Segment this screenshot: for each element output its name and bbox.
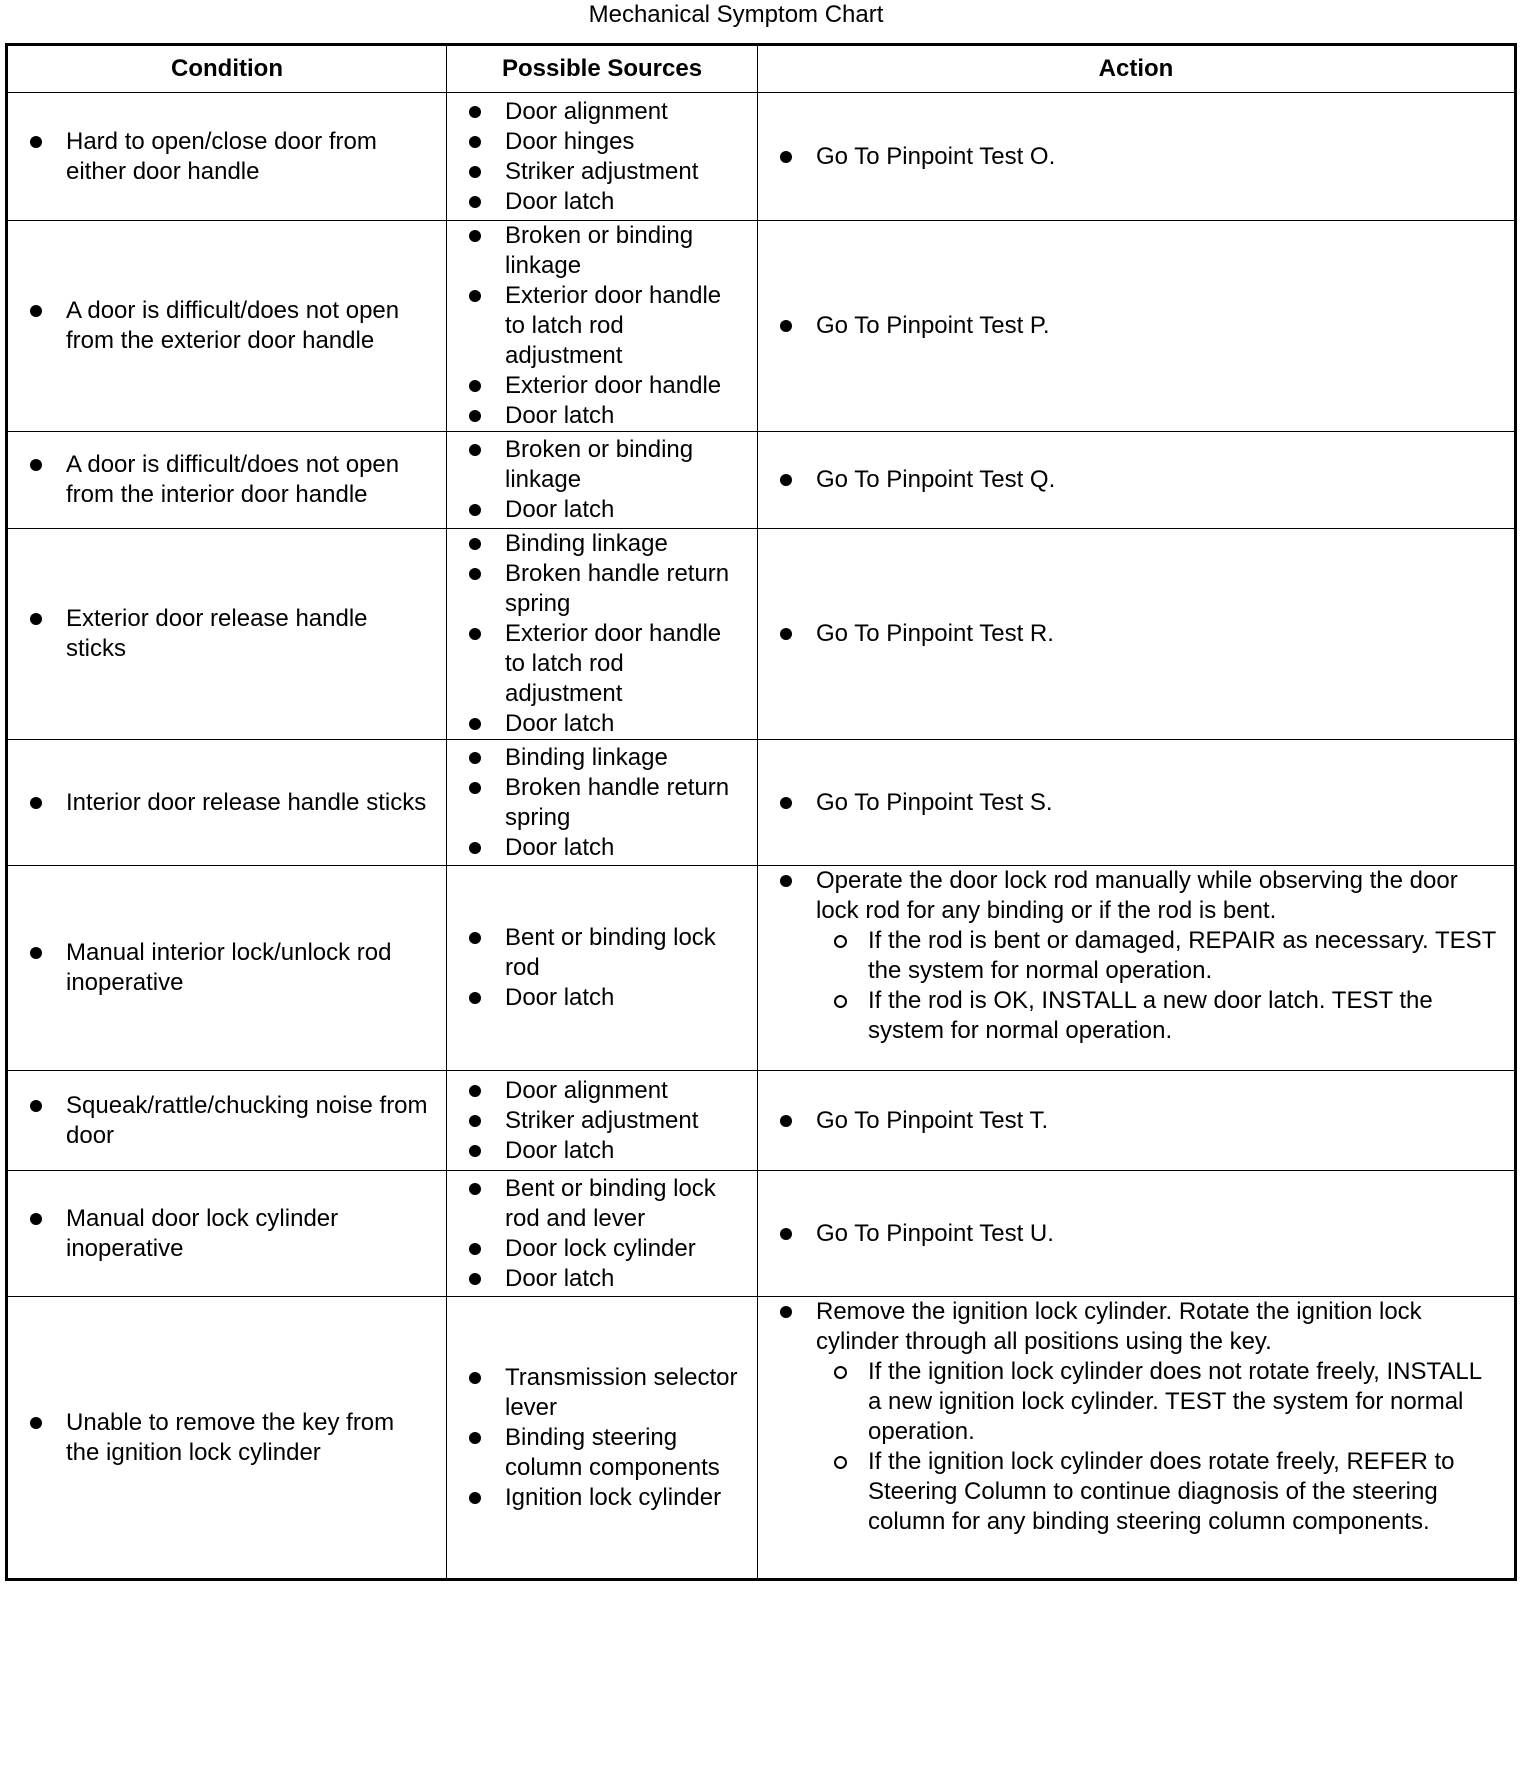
action-text: Remove the ignition lock cylinder. Rotate the ignition lock cylinder through all positions using the key. — [816, 1298, 1422, 1355]
source-item: Striker adjustment — [505, 1106, 743, 1136]
condition-text: A door is difficult/does not open from the interior door handle — [66, 450, 430, 510]
condition-text: Interior door release handle sticks — [66, 788, 430, 818]
source-item: Door latch — [505, 1264, 743, 1294]
source-item: Broken or binding linkage — [505, 221, 743, 281]
action-cell — [758, 93, 1516, 221]
sub-action-item: If the ignition lock cylinder does rotate freely, REFER to Steering Column to continue diagnosis of the steering column for any binding steering column components. — [868, 1447, 1496, 1537]
condition-cell — [7, 866, 447, 1071]
page-title: Mechanical Symptom Chart — [588, 1, 884, 28]
action-item — [816, 1297, 1496, 1537]
source-item: Door lock cylinder — [505, 1234, 743, 1264]
action-item — [816, 1219, 1496, 1249]
table-row — [7, 221, 1516, 432]
action-text: Go To Pinpoint Test S. — [816, 788, 1053, 816]
action-text: Go To Pinpoint Test U. — [816, 1219, 1054, 1247]
action-text: Go To Pinpoint Test Q. — [816, 466, 1056, 493]
condition-cell — [7, 1171, 447, 1297]
condition-text: Hard to open/close door from either door handle — [66, 127, 430, 187]
table-row — [7, 93, 1516, 221]
possible-sources-cell — [447, 93, 758, 221]
condition-text: Exterior door release handle sticks — [66, 604, 430, 664]
action-text: Go To Pinpoint Test T. — [816, 1106, 1049, 1134]
action-cell — [758, 1171, 1516, 1297]
action-item — [816, 619, 1496, 649]
source-item: Door latch — [505, 833, 743, 863]
possible-sources-cell — [447, 740, 758, 866]
table-row — [7, 432, 1516, 529]
possible-sources-cell — [447, 1297, 758, 1580]
source-item: Door alignment — [505, 97, 743, 127]
possible-sources-cell — [447, 1071, 758, 1171]
action-item — [816, 866, 1496, 1046]
source-item: Exterior door handle to latch rod adjustment — [505, 619, 743, 709]
possible-sources-cell — [447, 529, 758, 740]
action-text: Go To Pinpoint Test P. — [816, 312, 1050, 339]
source-item: Striker adjustment — [505, 157, 743, 187]
source-item: Door latch — [505, 495, 743, 525]
table-row — [7, 1171, 1516, 1297]
source-item: Door latch — [505, 401, 743, 431]
source-item: Exterior door handle to latch rod adjustment — [505, 281, 743, 371]
condition-cell — [7, 1071, 447, 1171]
source-item: Door latch — [505, 709, 743, 739]
action-cell — [758, 529, 1516, 740]
source-item: Exterior door handle — [505, 371, 743, 401]
action-text: Go To Pinpoint Test R. — [816, 620, 1054, 647]
possible-sources-cell — [447, 866, 758, 1071]
action-item — [816, 788, 1496, 818]
source-item: Bent or binding lock rod and lever — [505, 1174, 743, 1234]
condition-text: Manual door lock cylinder inoperative — [66, 1204, 430, 1264]
table-row — [7, 529, 1516, 740]
source-item: Binding linkage — [505, 529, 743, 559]
source-item: Broken handle return spring — [505, 559, 743, 619]
source-item: Broken or binding linkage — [505, 435, 743, 495]
condition-text: Manual interior lock/unlock rod inoperative — [66, 938, 430, 998]
action-item — [816, 142, 1496, 172]
possible-sources-cell — [447, 432, 758, 529]
possible-sources-cell — [447, 221, 758, 432]
possible-sources-cell — [447, 1171, 758, 1297]
condition-text: Squeak/rattle/chucking noise from door — [66, 1091, 430, 1151]
action-item — [816, 465, 1496, 495]
source-item: Broken handle return spring — [505, 773, 743, 833]
condition-cell — [7, 529, 447, 740]
action-text: Operate the door lock rod manually while observing the door lock rod for any binding or if the rod is bent. — [816, 867, 1458, 924]
condition-cell — [7, 221, 447, 432]
action-cell — [758, 1297, 1516, 1580]
sub-action-item: If the rod is OK, INSTALL a new door latch. TEST the system for normal operation. — [868, 986, 1496, 1046]
action-cell — [758, 866, 1516, 1071]
condition-cell — [7, 1297, 447, 1580]
table-body — [7, 93, 1516, 1580]
condition-cell — [7, 740, 447, 866]
column-header-condition: Condition — [7, 45, 447, 93]
sub-action-item: If the ignition lock cylinder does not rotate freely, INSTALL a new ignition lock cylinder. TEST the system for normal operation. — [868, 1357, 1496, 1447]
source-item: Door alignment — [505, 1076, 743, 1106]
table-header-row — [7, 45, 1516, 93]
action-cell — [758, 740, 1516, 866]
source-item: Bent or binding lock rod — [505, 923, 743, 983]
source-item: Door latch — [505, 983, 743, 1013]
source-item: Door latch — [505, 1136, 743, 1166]
table-row — [7, 740, 1516, 866]
source-item: Door latch — [505, 187, 743, 217]
source-item: Binding steering column components — [505, 1423, 743, 1483]
table-row — [7, 1071, 1516, 1171]
action-cell — [758, 1071, 1516, 1171]
action-cell — [758, 432, 1516, 529]
action-item — [816, 1106, 1496, 1136]
action-cell — [758, 221, 1516, 432]
condition-cell — [7, 432, 447, 529]
condition-cell — [7, 93, 447, 221]
source-item: Binding linkage — [505, 743, 743, 773]
sub-action-item: If the rod is bent or damaged, REPAIR as necessary. TEST the system for normal operation. — [868, 927, 1496, 984]
condition-text: A door is difficult/does not open from the exterior door handle — [66, 296, 430, 356]
source-item: Door hinges — [505, 127, 743, 157]
column-header-possible-sources: Possible Sources — [447, 45, 758, 93]
table-row — [7, 866, 1516, 1071]
symptom-table — [5, 43, 1517, 1581]
action-item — [816, 311, 1496, 341]
condition-text: Unable to remove the key from the ignition lock cylinder — [66, 1408, 430, 1468]
source-item: Transmission selector lever — [505, 1363, 743, 1423]
column-header-action: Action — [758, 45, 1516, 93]
action-text: Go To Pinpoint Test O. — [816, 142, 1056, 170]
source-item: Ignition lock cylinder — [505, 1483, 743, 1513]
table-row — [7, 1297, 1516, 1580]
